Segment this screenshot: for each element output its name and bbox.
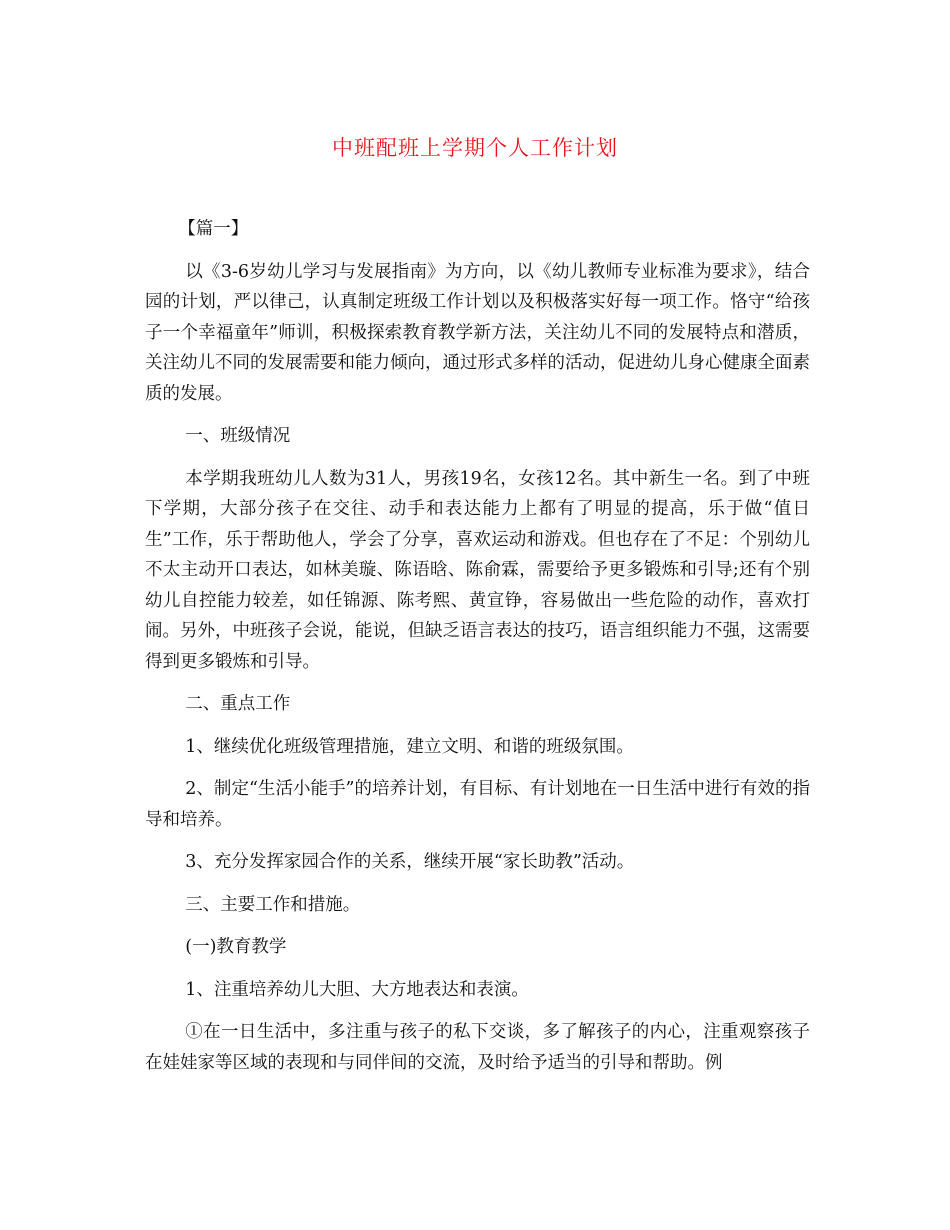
education-item-1-detail: ①在一日生活中，多注重与孩子的私下交谈，多了解孩子的内心，注重观察孩子在娃娃家等区域的表现和与同伴间的交流，及时给予适当的引导和帮助。例: [145, 1022, 810, 1073]
section-heading-class-situation: 一、班级情况: [185, 426, 291, 446]
section-heading-main-work: 三、主要工作和措施。: [185, 894, 361, 915]
class-situation-paragraph: 本学期我班幼儿人数为31人，男孩19名，女孩12名。其中新生一名。到了中班下学期，大部分孩子在交往、动手和表达能力上都有了明显的提高，乐于做“值日生”工作，乐于帮助他人，学会了分享，喜欢运动和游戏。但也存在了不足：个别幼儿不太主动开口表达，如林美璇、陈语晗、陈俞霖，需要给予更多锻炼和引导;还有个别幼儿自控能力较差，如任锦源、陈考熙、黄宣铮，容易做出一些危险的动作，喜欢打闹。另外，中班孩子会说，能说，但缺乏语言表达的技巧，语言组织能力不强，这需要得到更多锻炼和引导。: [145, 468, 810, 672]
document-body: [145, 214, 810, 1090]
document-title: 中班配班上学期个人工作计划: [332, 136, 618, 160]
section-label: 【篇一】: [178, 219, 249, 239]
key-work-item-3: 3、充分发挥家园合作的关系，继续开展“家长助教”活动。: [185, 852, 635, 872]
key-work-item-2: 2、制定“生活小能手”的培养计划，有目标、有计划地在一日生活中进行有效的指导和培养。: [145, 779, 810, 830]
education-item-1: 1、注重培养幼儿大胆、大方地表达和表演。: [185, 979, 529, 1000]
intro-paragraph: 以《3-6岁幼儿学习与发展指南》为方向，以《幼儿教师专业标准为要求》，结合园的计划，严以律己，认真制定班级工作计划以及积极落实好每一项工作。恪守“给孩子一个幸福童年”师训，积极探索教育教学新方法，关注幼儿不同的发展特点和潜质，关注幼儿不同的发展需要和能力倾向，通过形式多样的活动，促进幼儿身心健康全面素质的发展。: [145, 261, 810, 404]
key-work-item-1: 1、继续优化班级管理措施，建立文明、和谐的班级氛围。: [185, 736, 634, 757]
subsection-heading-education: (一)教育教学: [185, 937, 287, 957]
section-heading-key-work: 二、重点工作: [185, 694, 291, 714]
